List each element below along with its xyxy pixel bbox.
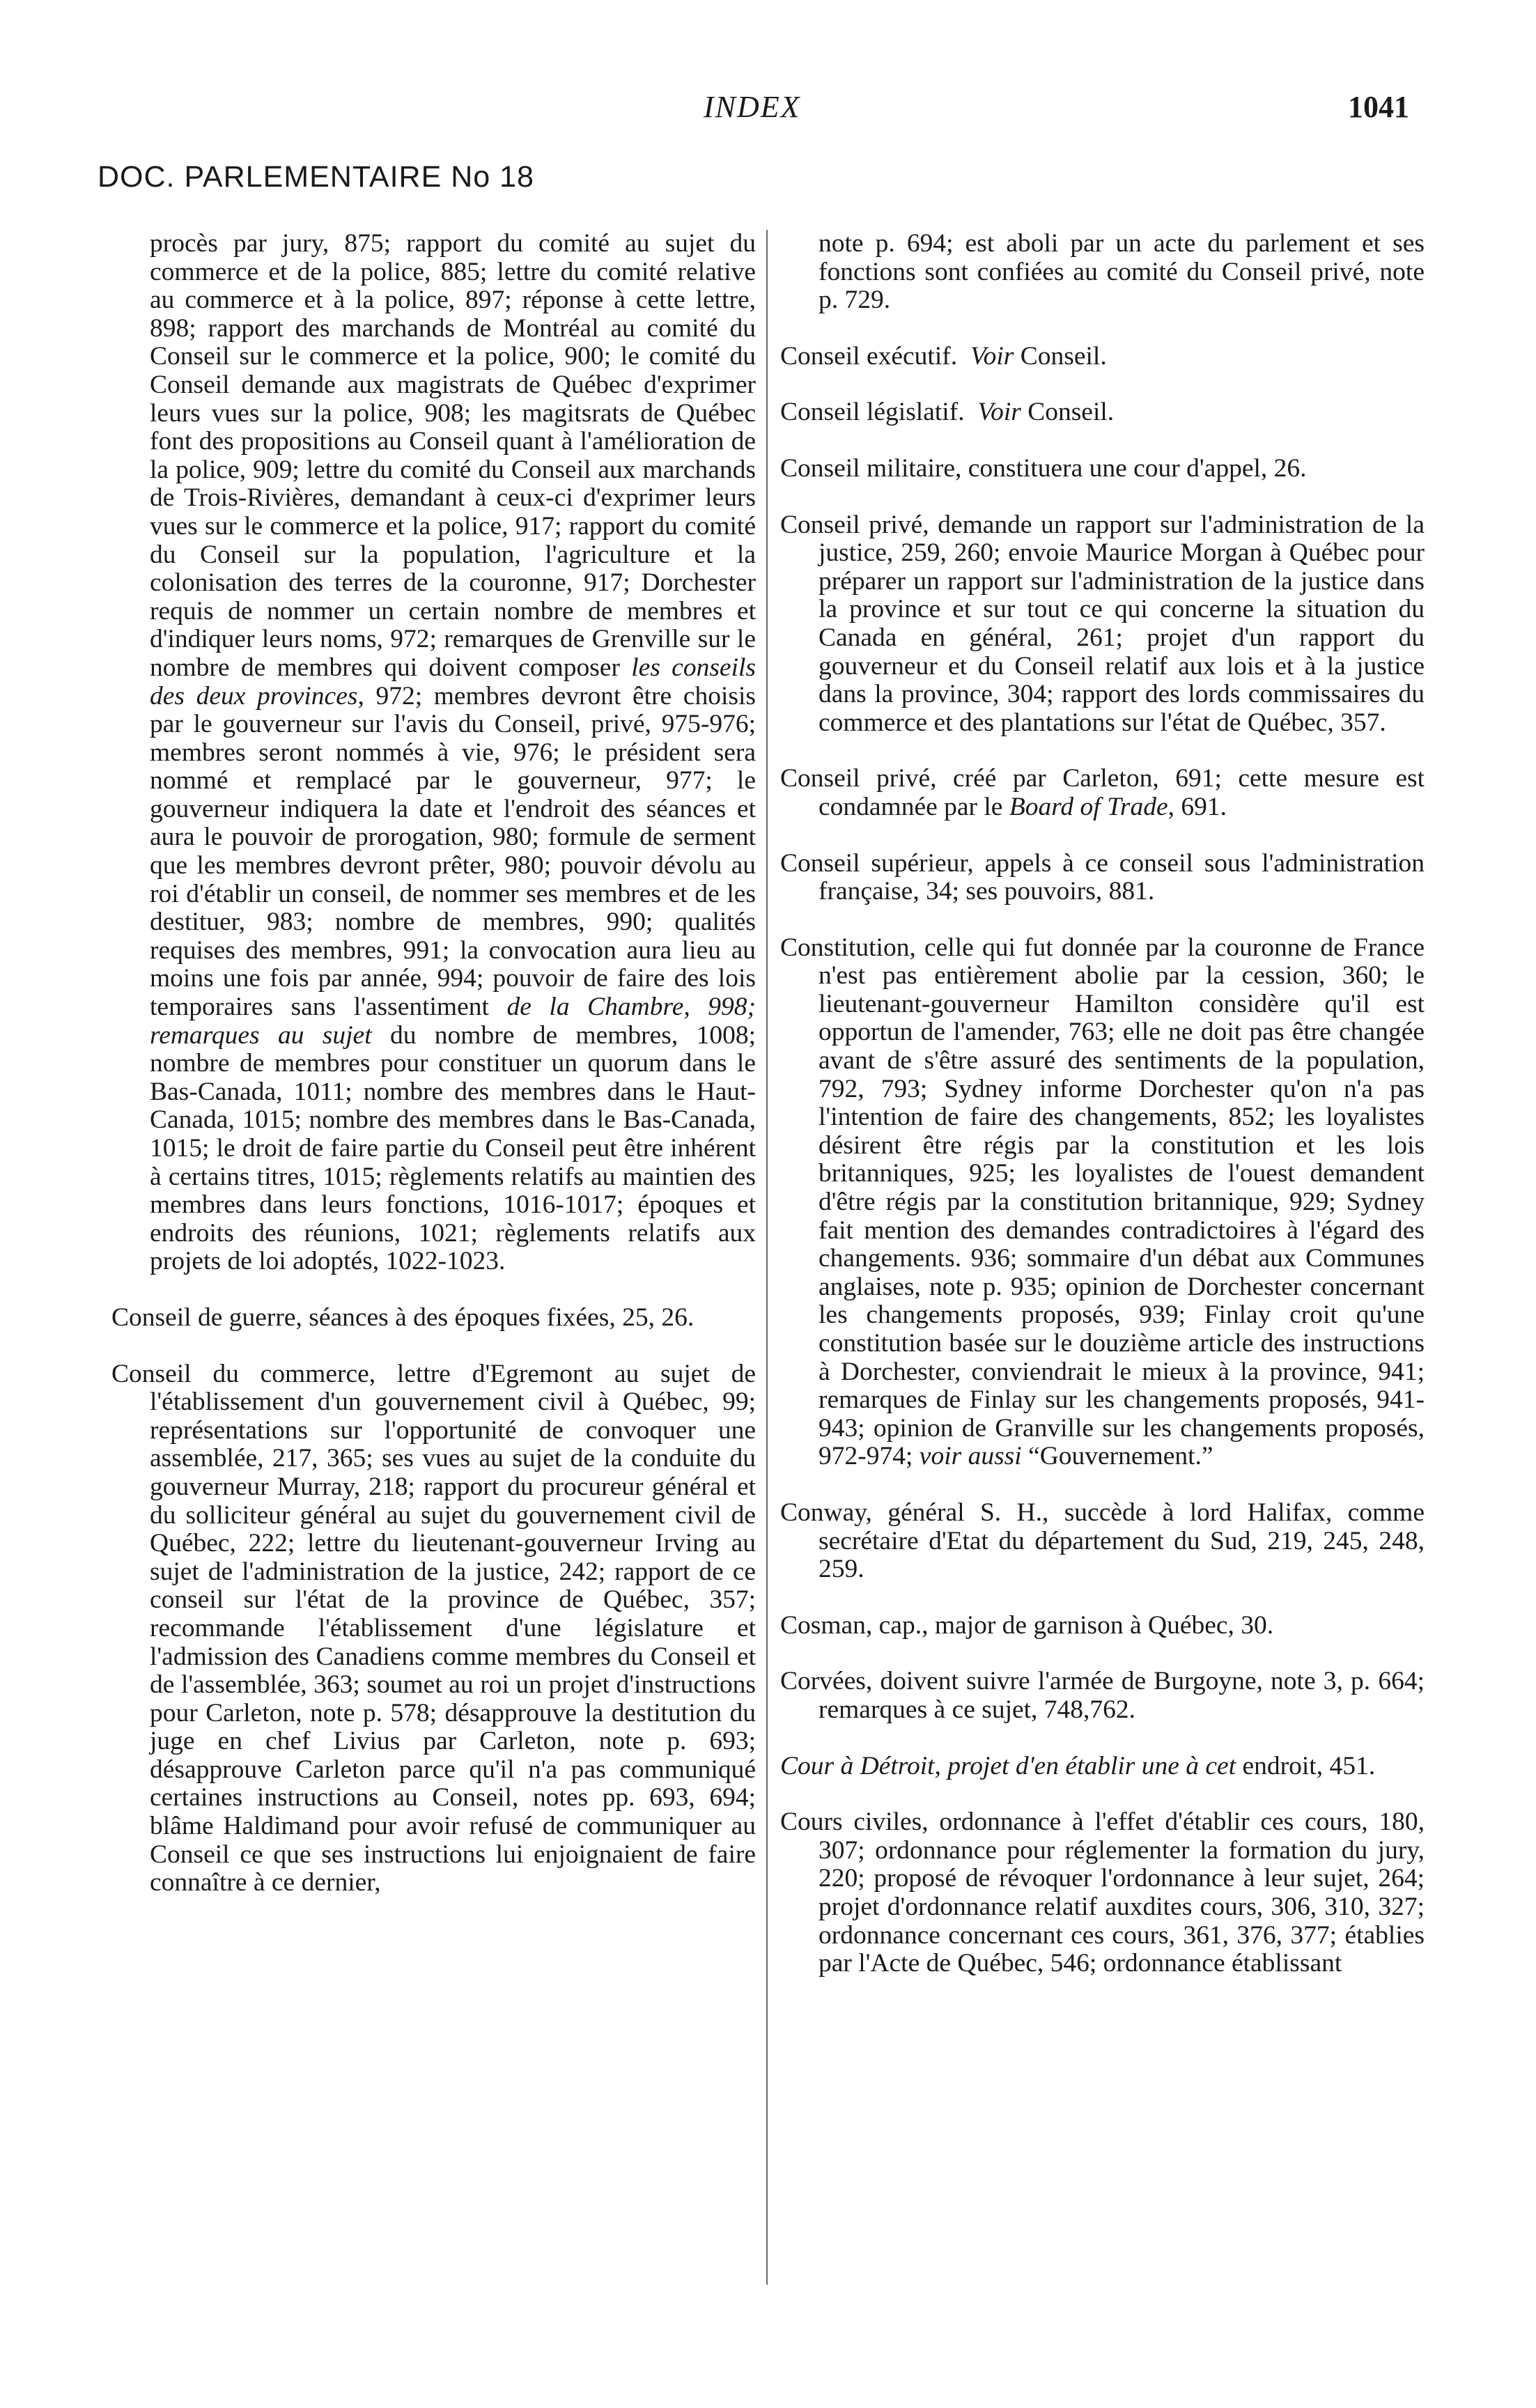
index-entry-conseil-du-commerce: Conseil du commerce, lettre d'Egremont au sujet de l'établissement d'un gouvernement civil à Québec, 99; représentations sur l'opportunité de convoquer une assemblée, 217, 365; ses vues au sujet de la conduite du gouverneur Murray, 218; rapport du procureur général et du solliciteur général au sujet du gouvernement civil de Québec, 222; lettre du lieutenant-gouverneur Irving au sujet de l'administration de la justice, 242; rapport de ce conseil sur l'état de la province de Québec, 357; recommande l'établissement d'une législature et l'admission des Canadiens comme membres du Conseil et de l'assemblée, 363; soumet au roi un projet d'instructions pour Carleton, note p. 578; désapprouve la destitution du juge en chef Livius par Carleton, note p. 693; désapprouve Carleton parce qu'il n'a pas communiqué certaines instructions au Conseil, notes pp. 693, 694; blâme Haldimand pour avoir refusé de communiquer au Conseil ce que ses instructions lui enjoignaient de faire connaître à ce dernier,	[111, 1359, 756, 1897]
document-label: DOC. PARLEMENTAIRE No 18	[98, 160, 534, 194]
index-entry-conseil-prive-2: Conseil privé, créé par Carleton, 691; cette mesure est condamnée par le Board of Trade, 691.	[780, 764, 1425, 821]
index-entry-conseil-militaire: Conseil militaire, constituera une cour d'appel, 26.	[780, 453, 1307, 483]
index-entry-constitution: Constitution, celle qui fut donnée par la couronne de France n'est pas entièrement abolie par la cession, 360; le lieutenant-gouverneur Hamilton considère qu'il est opportun de l'amender, 763; elle ne doit pas être changée avant de s'être assuré des sentiments de la population, 792, 793; Sydney informe Dorchester qu'on n'a pas l'intention de faire des changements, 852; les loyalistes désirent être régis par la constitution et les lois britanniques, 925; les loyalistes de l'ouest demandent d'être régis par la constitution britannique, 929; Sydney fait mention des demandes contradictoires à l'égard des changements. 936; sommaire d'un débat aux Communes anglaises, note p. 935; opinion de Dorchester concernant les changements proposés, 939; Finlay croit qu'une constitution basée sur le douzième article des instructions à Dorchester, conviendrait le mieux à la province, 941; remarques de Finlay sur les changements proposés, 941-943; opinion de Granville sur les changements proposés, 972-974; voir aussi “Gouvernement.”	[780, 933, 1425, 1471]
index-entry-conseil-superieur: Conseil supérieur, appels à ce conseil sous l'administration française, 34; ses pouvoirs, 881.	[780, 848, 1425, 906]
index-entry-cour-a-detroit: Cour à Détroit, projet d'en établir une à cet endroit, 451.	[780, 1751, 1376, 1780]
index-entry-continuation: procès par jury, 875; rapport du comité au sujet du commerce et de la police, 885; lettre du comité relative au commerce et à la police, 897; réponse à cette lettre, 898; rapport des marchands de Montréal au comité du Conseil sur le commerce et la police, 900; le comité du Conseil demande aux magistrats de Québec d'exprimer leurs vues sur la police, 908; les magitsrats de Québec font des propositions au Conseil quant à l'amélioration de la police, 909; lettre du comité du Conseil aux marchands de Trois-Rivières, demandant à ceux-ci d'exprimer leurs vues sur le commerce et la police, 917; rapport du comité du Conseil sur la population, l'agriculture et la colonisation des terres de la couronne, 917; Dorchester requis de nommer un certain nombre de membres et d'indiquer leurs noms, 972; remarques de Grenville sur le nombre de membres qui doivent composer les conseils des deux provinces, 972; membres devront être choisis par le gouverneur sur l'avis du Conseil, privé, 975-976; membres seront nommés à vie, 976; le président sera nommé et remplacé par le gouverneur, 977; le gouverneur indiquera la date et l'endroit des séances et aura le pouvoir de prorogation, 980; formule de serment que les membres devront prêter, 980; pouvoir dévolu au roi d'établir un conseil, de nommer ses membres et de les destituer, 983; nombre de membres, 990; qualités requises des membres, 991; la convocation aura lieu au moins une fois par année, 994; pouvoir de faire des lois temporaires sans l'assentiment de la Chambre, 998; remarques au sujet du nombre de membres, 1008; nombre de membres pour constituer un quorum dans le Bas-Canada, 1011; nombre des membres dans le Haut-Canada, 1015; nombre des membres dans le Bas-Canada, 1015; le droit de faire partie du Conseil peut être inhérent à certains titres, 1015; règlements relatifs au maintien des membres dans leurs fonctions, 1016-1017; époques et endroits des réunions, 1021; règlements relatifs aux projets de loi adoptés, 1022-1023.	[150, 229, 757, 1276]
index-entry-conseil-de-guerre: Conseil de guerre, séances à des époques fixées, 25, 26.	[111, 1303, 695, 1332]
index-entry-conseil-prive-1: Conseil privé, demande un rapport sur l'administration de la justice, 259, 260; envoie Maurice Morgan à Québec pour préparer un rapport sur l'administration de la justice dans la province et sur tout ce qui concerne la situation du Canada en général, 261; projet d'un rapport du gouverneur et du Conseil relatif aux lois et à la justice dans la province, 304; rapport des lords commissaires du commerce et des plantations sur l'état de Québec, 357.	[780, 510, 1425, 737]
index-entry-cosman: Cosman, cap., major de garnison à Québec, 30.	[780, 1610, 1274, 1640]
index-entry-conseil-executif: Conseil exécutif. Voir Conseil.	[780, 341, 1107, 371]
column-divider	[766, 230, 768, 2285]
index-entry-conway: Conway, général S. H., succède à lord Halifax, comme secrétaire d'Etat du département du Sud, 219, 245, 248, 259.	[780, 1498, 1425, 1584]
left-column	[111, 230, 756, 1925]
right-column	[780, 230, 1425, 2006]
running-title: INDEX	[704, 90, 801, 124]
page-number: 1041	[1348, 90, 1409, 124]
index-entry-continuation: note p. 694; est aboli par un acte du parlement et ses fonctions sont confiées au comité du Conseil privé, note p. 729.	[819, 229, 1425, 315]
index-entry-cours-civiles: Cours civiles, ordonnance à l'effet d'établir ces cours, 180, 307; ordonnance pour réglementer la formation du jury, 220; proposé de révoquer l'ordonnance à leur sujet, 264; projet d'ordonnance relatif auxdites cours, 306, 310, 327; ordonnance concernant ces cours, 361, 376, 377; établies par l'Acte de Québec, 546; ordonnance établissant	[780, 1808, 1425, 1978]
index-entry-conseil-legislatif: Conseil législatif. Voir Conseil.	[780, 398, 1115, 427]
index-entry-corvees: Corvées, doivent suivre l'armée de Burgoyne, note 3, p. 664; remarques à ce sujet, 748,762.	[780, 1667, 1425, 1724]
